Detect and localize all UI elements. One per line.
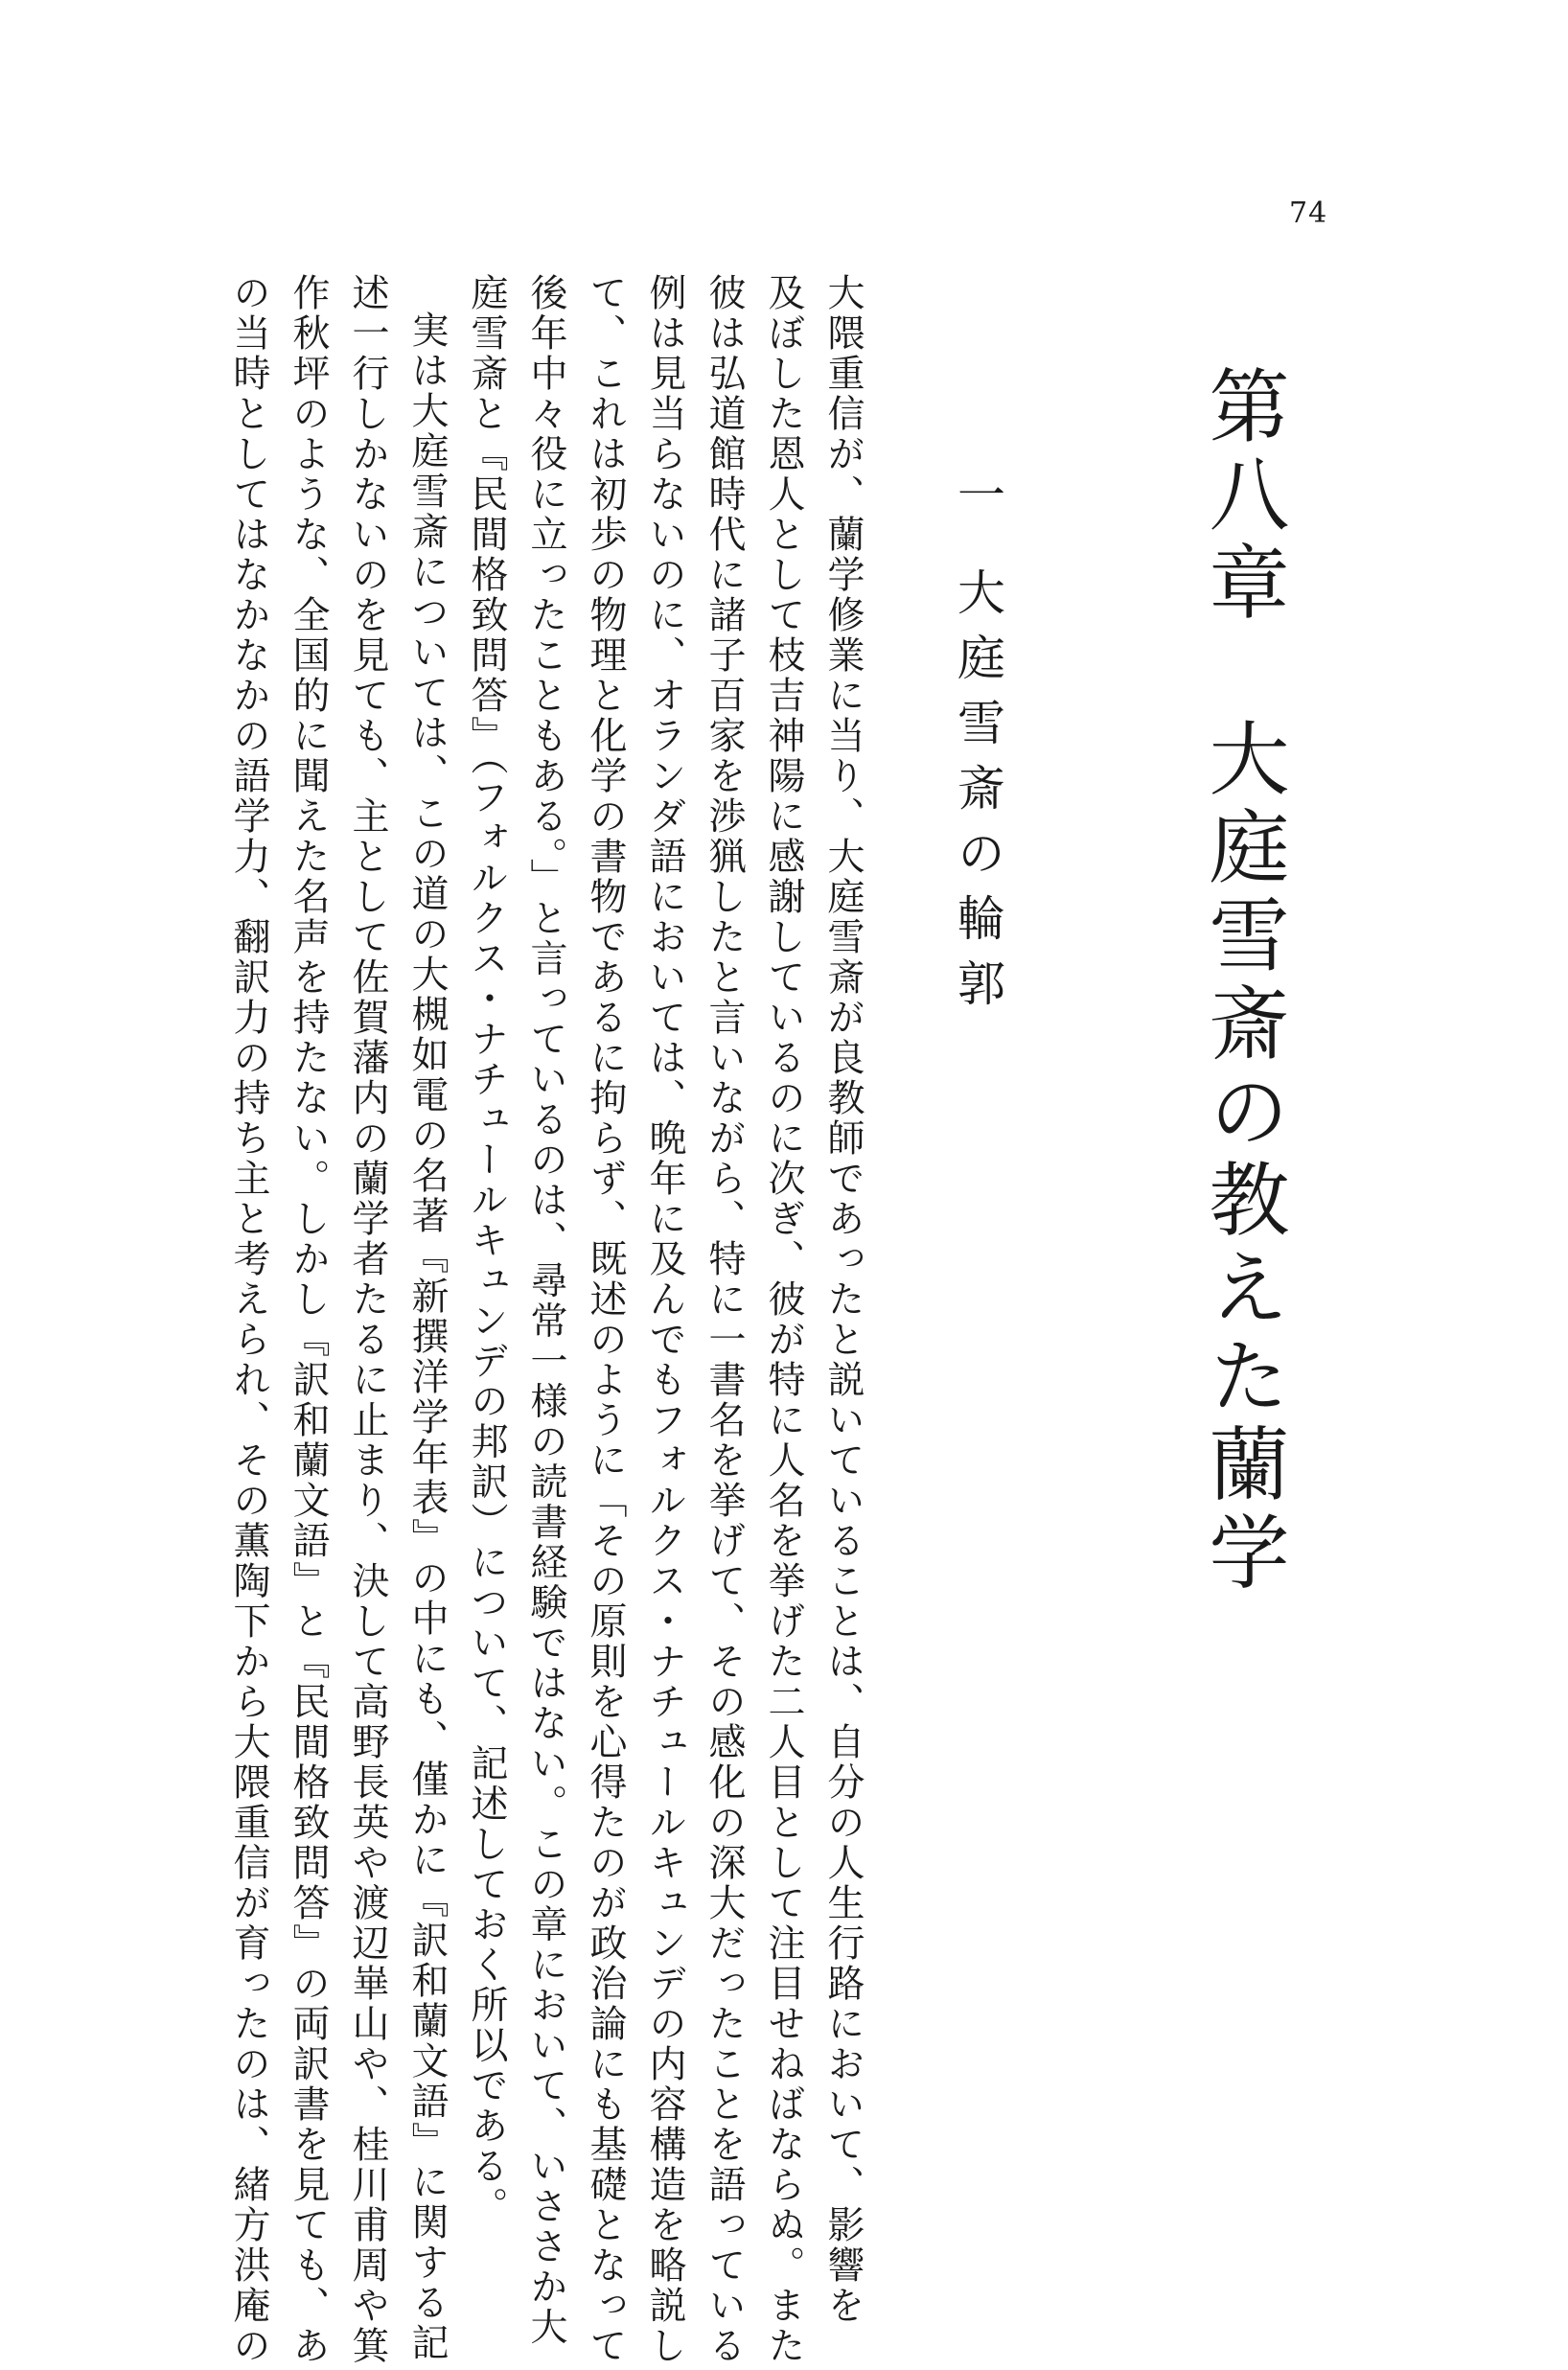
text-line: て、これは初歩の物理と化学の書物であるに拘らず、既述のように「その原則を心得たのが政治論にも基礎となって <box>584 273 627 2366</box>
text-line: 後年中々役に立ったこともある。」と言っているのは、尋常一様の読書経験ではない。この章において、いささか大 <box>524 273 567 2348</box>
text-line: 彼は弘道館時代に諸子百家を渉猟したと言いながら、特に一書名を挙げて、その感化の深大だったことを語っている <box>703 273 746 2366</box>
section-number: 一 <box>950 470 1005 518</box>
paragraph-2 <box>219 273 456 2366</box>
text-line: 庭雪斎と『民間格致問答』（フォルクス・ナチュールキュンデの邦訳）について、記述しておく所以である。 <box>465 273 508 2227</box>
page-number: 74 <box>1289 196 1328 230</box>
text-line: 作秋坪のような、全国的に聞えた名声を持たない。しかし『訳和蘭文語』と『民間格致問答』の両訳書を見ても、あ <box>287 273 330 2366</box>
text-line: 例は見当らないのに、オランダ語においては、晩年に及んでもフォルクス・ナチュールキュンデの内容構造を略説し <box>643 273 686 2366</box>
paragraph-1 <box>456 273 872 2366</box>
body-text <box>101 273 872 2366</box>
text-line: 実は大庭雪斎については、この道の大槻如電の名著『新撰洋学年表』の中にも、僅かに『訳和蘭文語』に関する記 <box>405 311 449 2363</box>
section-title: 大庭雪斎の輪郭 <box>950 567 1005 1024</box>
text-line: 及ぼした恩人として枝吉神陽に感謝しているのに次ぎ、彼が特に人名を挙げた二人目として注目せねばならぬ。また <box>762 273 805 2366</box>
section-heading <box>950 470 1005 1024</box>
chapter-title: 第八章 大庭雪斎の教えた蘭学 <box>1196 364 1290 1599</box>
text-line: 大隈重信が、蘭学修業に当り、大庭雪斎が良教師であったと説いていることは、自分の人生行路において、影響を <box>821 273 865 2326</box>
text-line: 述一行しかないのを見ても、主として佐賀藩内の蘭学者たるに止まり、決して高野長英や渡辺崋山や、桂川甫周や箕 <box>346 273 389 2366</box>
text-line: の当時としてはなかなかの語学力、翻訳力の持ち主と考えられ、その薫陶下から大隈重信が育ったのは、緒方洪庵の <box>227 273 270 2366</box>
